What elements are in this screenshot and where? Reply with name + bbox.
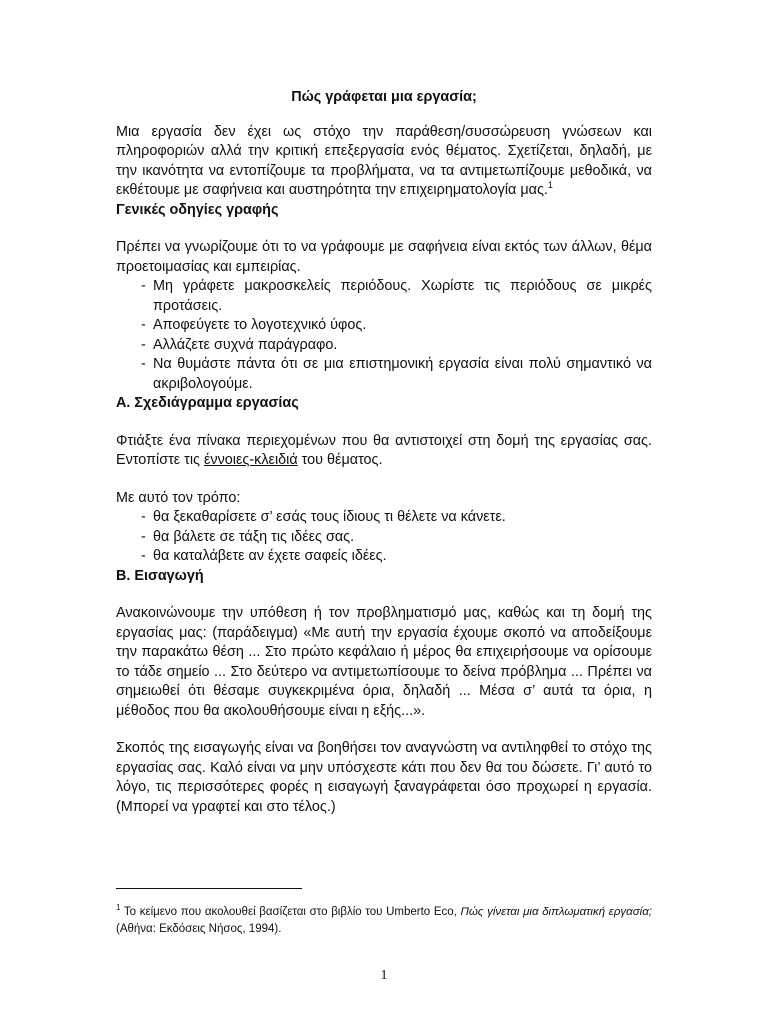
general-bullet-list [116,277,652,394]
list-item [116,336,652,356]
list-item [116,316,652,336]
footnote-text-end: (Αθήνα: Εκδόσεις Νήσος, 1994). [116,923,282,935]
section-heading-a: Α. Σχεδιάγραμμα εργασίας [116,395,299,411]
bullet-dash: - [141,317,146,333]
list-item [116,277,652,316]
section-a-lead: Με αυτό τον τρόπο: [116,489,241,506]
document-body [116,88,652,817]
bullet-dash: - [141,548,146,564]
section-a-text-end: του θέματος. [297,452,383,468]
section-b-paragraph-2: Σκοπός της εισαγωγής είναι να βοηθήσει τον αναγνώστη να αντιληφθεί το στόχο της εργασίας σας. Καλό είναι να μην υπόσχεστε κάτι που δεν θα του δώσετε. Γι’ αυτό το λόγο, τις περισσότερες φορές η εισαγωγή ξαναγράφεται όσο προχωρεί η εργασία. (Μπορεί να γραφτεί και στο τέλος.) [116,740,652,815]
footnote-separator [116,888,302,889]
key-concepts-underlined: έννοιες-κλειδιά [204,452,298,468]
list-item [116,355,652,394]
section-heading-general: Γενικές οδηγίες γραφής [116,201,279,218]
list-item-text: Να θυμάστε πάντα ότι σε μια επιστημονική εργασία είναι πολύ σημαντικό να ακριβολογούμε. [153,356,652,392]
list-item-text: Μη γράφετε μακροσκελείς περιόδους. Χωρίστε τις περιόδους σε μικρές προτάσεις. [153,278,652,314]
bullet-dash: - [141,356,146,372]
intro-text: Μια εργασία δεν έχει ως στόχο την παράθεση/συσσώρευση γνώσεων και πληροφοριών αλλά την κριτική επεξεργασία ενός θέματος. Σχετίζεται, δηλαδή, με την ικανότητα να εντοπίζουμε τα προβλήματα, να τα αντιμετωπίζουμε μεθοδικά, να εκθέτουμε με σαφήνεια και αυστηρότητα την επιχειρηματολογία μας. [116,123,652,198]
footnote-reference: 1 [547,180,553,191]
footnote [116,904,652,938]
section-a-text: Φτιάξτε ένα πίνακα περιεχομένων που θα αντιστοιχεί στη δομή της εργασίας σας. Εντοπίστε τις [116,432,652,468]
list-item [116,508,652,528]
bullet-dash: - [141,509,146,525]
page-number: 1 [380,968,388,983]
intro-paragraph [116,123,652,201]
list-item-text: Αποφεύγετε το λογοτεχνικό ύφος. [153,317,367,333]
bullet-dash: - [141,278,146,294]
list-item [116,547,652,567]
list-item-text: θα καταλάβετε αν έχετε σαφείς ιδέες. [153,548,387,564]
list-item-text: θα βάλετε σε τάξη τις ιδέες σας. [153,528,355,545]
bullet-dash: - [141,528,146,545]
list-item-text: Αλλάζετε συχνά παράγραφο. [153,336,338,353]
bullet-dash: - [141,336,146,353]
list-item [116,528,652,548]
section-a-paragraph [116,432,652,471]
footnote-book-title: Πώς γίνεται μια διπλωματική εργασία; [460,906,652,918]
page-title: Πώς γράφεται μια εργασία; [291,89,477,105]
section-b-paragraph-1: Ανακοινώνουμε την υπόθεση ή τον προβληματισμό μας, καθώς και τη δομή της εργασίας μας: (παράδειγμα) «Με αυτή την εργασία έχουμε σκοπό να αποδείξουμε την παρακάτω θέση ... Στο πρώτο κεφάλαιο ή μέρος θα επιχειρήσουμε να ορίσουμε το τάδε σημείο ... Στο δεύτερο να αντιμετωπίσουμε το δείνα πρόβλημα ... Πρέπει να σημειωθεί ότι θέσαμε συγκεκριμένα όρια, δηλαδή ... Μέσα σ’ αυτά τα όρια, η μέθοδος που θα ακολουθήσουμε είναι η εξής...». [116,605,652,719]
footnote-number: 1 [116,903,121,913]
list-item-text: θα ξεκαθαρίσετε σ’ εσάς τους ίδιους τι θέλετε να κάνετε. [153,509,506,525]
section-heading-b: Β. Εισαγωγή [116,567,204,584]
footnote-text: Το κείμενο που ακολουθεί βασίζεται στο βιβλίο του Umberto Eco, [120,906,461,918]
general-paragraph: Πρέπει να γνωρίζουμε ότι το να γράφουμε με σαφήνεια είναι εκτός των άλλων, θέμα προετοιμασίας και εμπειρίας. [116,239,652,275]
section-a-bullet-list [116,508,652,567]
